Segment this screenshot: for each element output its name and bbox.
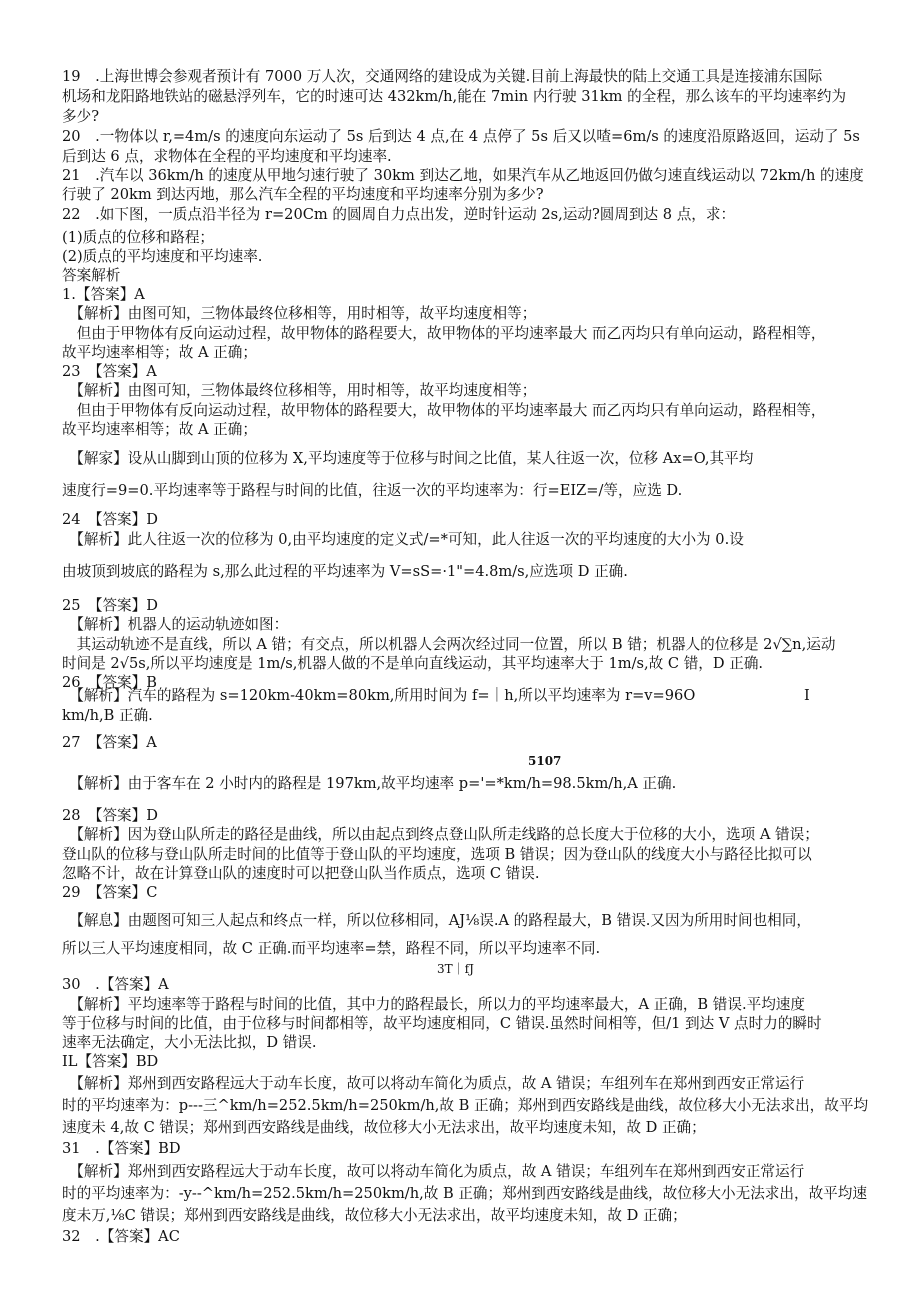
q21-line-2: 行驶了 20km 到达丙地，那么汽车全程的平均速度和平均速率分别为多少? (62, 186, 544, 203)
ans26-analysis-2: km/h,B 正确. (62, 707, 153, 724)
ans29-analysis-2: 所以三人平均速度相同，故 C 正确.而平均速率=禁，路程不同，所以平均速率不同. (62, 940, 601, 957)
ans23-analysis-2: 但由于甲物体有反向运动过程，故甲物体的路程要大，故甲物体的平均速率最大 而乙丙均只有单向运动，路程相等， (62, 402, 826, 419)
ans27-answer: 27 【答案】A (62, 734, 157, 751)
ans26-answer: 26 【答案】B (62, 674, 157, 691)
ans31-analysis-1: 【解析】郑州到西安路程远大于动车长度，故可以将动车简化为质点，故 A 错误；车组列车在郑州到西安正常运行 (62, 1163, 805, 1180)
ans25-analysis-1: 【解析】机器人的运动轨迹如图： (62, 616, 289, 633)
ans27-analysis: 【解析】由于客车在 2 小时内的路程是 197km,故平均速率 p='=*km/h=98.5km/h,A 正确. (62, 775, 677, 792)
ans1-analysis-1: 【解析】由图可知，三物体最终位移相等，用时相等，故平均速度相等； (62, 305, 537, 322)
ans1-answer: 1.【答案】A (62, 286, 145, 303)
ans31-answer: 31 .【答案】BD (62, 1140, 181, 1157)
answers-heading: 答案解析 (62, 267, 121, 284)
q19-line-3: 多少? (62, 108, 100, 125)
ans26-stray-mark: I (804, 687, 810, 704)
q22-part-2: (2)质点的平均速度和平均速率. (62, 248, 263, 265)
ans23-answer: 23 【答案】A (62, 363, 157, 380)
ans23-analysis-1: 【解析】由图可知，三物体最终位移相等，用时相等，故平均速度相等； (62, 382, 537, 399)
ans23-analysis-3: 故平均速率相等；故 A 正确； (62, 421, 257, 438)
ans29-analysis-1: 【解息】由题图可知三人起点和终点一样，所以位移相同，AJ⅛误.A 的路程最大，B 错误.又因为所用时间也相同， (62, 912, 811, 929)
ans26-analysis-1: 【解析】汽车的路程为 s=120km-40km=80km,所用时间为 f=｜h,所以平均速率为 r=v=96O (62, 687, 696, 704)
ans1-analysis-2: 但由于甲物体有反向运动过程，故甲物体的路程要大，故甲物体的平均速率最大 而乙丙均只有单向运动，路程相等， (62, 325, 826, 342)
ans28-analysis-2: 登山队的位移与登山队所走时间的比值等于登山队的平均速度，选项 B 错误；因为登山队的线度大小与路径比拟可以 (62, 846, 812, 863)
ansIL-analysis-3: 速度未 4,故 C 错误；郑州到西安路线是曲线，故位移大小无法求出，故平均速度未知，故 D 正确； (62, 1119, 706, 1136)
ans29-formula-fragment: 3T｜fJ (437, 962, 474, 976)
ans25-analysis-2: 其运动轨迹不是直线，所以 A 错；有交点，所以机器人会两次经过同一位置，所以 B 错；机器人的位移是 2√∑n,运动 (62, 636, 836, 653)
q20-line-1: 20 .一物体以 r,=4m/s 的速度向东运动了 5s 后到达 4 点,在 4 点停了 5s 后又以喳=6m/s 的速度沿原路返回，运动了 5s (62, 128, 860, 145)
ans28-analysis-1: 【解析】因为登山队所走的路径是曲线，所以由起点到终点登山队所走线路的总长度大于位移的大小，选项 A 错误； (62, 826, 819, 843)
q19-line-2: 机场和龙阳路地铁站的磁悬浮列车，它的时速可达 432km/h,能在 7min 内行驶 31km 的全程，那么该车的平均速率约为 (62, 88, 847, 105)
ans31-analysis-3: 度未万,⅛C 错误；郑州到西安路线是曲线，故位移大小无法求出，故平均速度未知，故 D 正确； (62, 1207, 687, 1224)
ans23-explain-2: 速度行=9=0.平均速率等于路程与时间的比值，往返一次的平均速率为：行=EIZ=/等，应选 D. (62, 482, 683, 499)
ans32-answer: 32 .【答案】AC (62, 1228, 180, 1245)
q21-line-1: 21 .汽车以 36km/h 的速度从甲地匀速行驶了 30km 到达乙地，如果汽车从乙地返回仍做匀速直线运动以 72km/h 的速度 (62, 167, 864, 184)
q22-part-1: (1)质点的位移和路程； (62, 229, 215, 246)
ans24-analysis-2: 由坡顶到坡底的路程为 s,那么此过程的平均速率为 V=sS=·1"=4.8m/s,应选项 D 正确. (62, 563, 628, 580)
ansIL-analysis-1: 【解析】郑州到西安路程远大于动车长度，故可以将动车简化为质点，故 A 错误；车组列车在郑州到西安正常运行 (62, 1075, 805, 1092)
ans30-answer: 30 .【答案】A (62, 976, 169, 993)
ans28-analysis-3: 忽略不计，故在计算登山队的速度时可以把登山队当作质点，选项 C 错误. (62, 865, 540, 882)
ans31-analysis-2: 时的平均速率为：-y--^km/h=252.5km/h=250km/h,故 B 正确；郑州到西安路线是曲线，故位移大小无法求出，故平均速 (62, 1185, 867, 1202)
ansIL-answer: IL【答案】BD (62, 1053, 159, 1070)
q22-line-1: 22 .如下图，一质点沿半径为 r=20Cm 的圆周自力点出发，逆时针运动 2s,运动?圆周到达 8 点，求： (62, 206, 736, 223)
ans27-formula-fragment: 5107 (528, 754, 562, 768)
q20-line-2: 后到达 6 点，求物体在全程的平均速度和平均速率. (62, 148, 392, 165)
ans30-analysis-3: 速率无法确定，大小无法比拟，D 错误. (62, 1034, 317, 1051)
ans30-analysis-2: 等于位移与时间的比值，由于位移与时间都相等，故平均速度相同，C 错误.虽然时间相等，但/1 到达 V 点时力的瞬时 (62, 1015, 822, 1032)
ans28-answer: 28 【答案】D (62, 807, 158, 824)
ans23-explain-1: 【解家】设从山脚到山顶的位移为 X,平均速度等于位移与时间之比值，某人往返一次，位移 Ax=O,其平均 (62, 450, 754, 467)
ans1-analysis-3: 故平均速率相等；故 A 正确； (62, 344, 257, 361)
ans25-analysis-3: 时间是 2√5s,所以平均速度是 1m/s,机器人做的不是单向直线运动，其平均速率大于 1m/s,故 C 错，D 正确. (62, 655, 764, 672)
ans29-answer: 29 【答案】C (62, 884, 158, 901)
ans25-answer: 25 【答案】D (62, 597, 158, 614)
ans24-answer: 24 【答案】D (62, 511, 158, 528)
q19-line-1: 19 .上海世博会参观者预计有 7000 万人次，交通网络的建设成为关键.目前上海最快的陆上交通工具是连接浦东国际 (62, 68, 823, 85)
ansIL-analysis-2: 时的平均速率为：p---三^km/h=252.5km/h=250km/h,故 B 正确；郑州到西安路线是曲线，故位移大小无法求出，故平均 (62, 1097, 869, 1114)
ans30-analysis-1: 【解析】平均速率等于路程与时间的比值，其中力的路程最长，所以力的平均速率最大，A 正确，B 错误.平均速度 (62, 996, 805, 1013)
ans24-analysis-1: 【解析】此人往返一次的位移为 0,由平均速度的定义式/=*可知，此人往返一次的平均速度的大小为 0.设 (62, 531, 744, 548)
